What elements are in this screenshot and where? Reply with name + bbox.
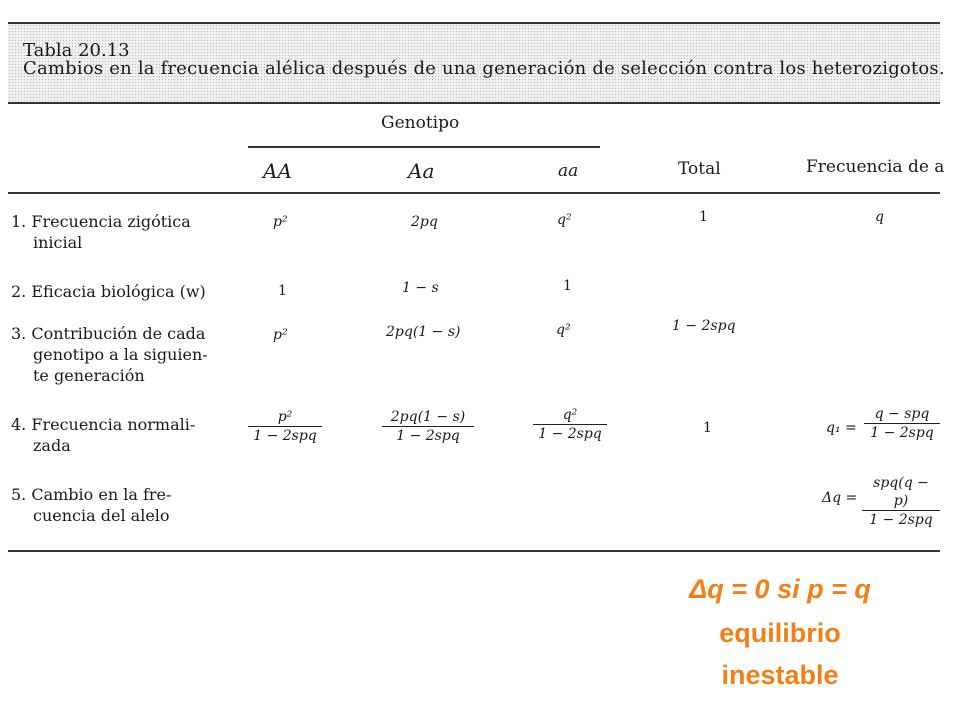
row-5-label — [11, 484, 171, 526]
row-2-Aa: 1 − s — [402, 280, 439, 296]
row-4-freq-a-lhs: q₁ = — [826, 420, 857, 436]
annotation-inestable: inestable — [721, 660, 839, 690]
row-4-AA-fraction — [248, 408, 322, 445]
row-5-freq-a-numerator: spq(q − p) — [862, 474, 940, 511]
row-4-aa-numerator: q² — [533, 406, 607, 425]
row-2-aa: 1 — [563, 278, 572, 294]
row-4-aa-fraction — [533, 406, 607, 443]
row-4-label-line-1: 4. Frecuencia normali- — [11, 415, 196, 434]
row-4-AA-numerator: p² — [248, 408, 322, 427]
row-1-AA: p² — [273, 214, 288, 230]
annotation-equilibrio: equilibrio — [719, 618, 841, 648]
row-3-label-line-2: genotipo a la siguien- — [33, 345, 208, 364]
row-4-aa-denominator: 1 − 2spq — [538, 426, 602, 442]
table-number: Tabla 20.13 — [23, 40, 130, 61]
row-3-Aa: 2pq(1 − s) — [386, 324, 461, 340]
table-bottom-rule — [8, 550, 940, 552]
annotation-equation: Δq = 0 si p = q — [689, 574, 871, 604]
row-5-freq-a-denominator: 1 − 2spq — [869, 512, 933, 528]
row-5-label-line-2: cuencia del alelo — [33, 506, 170, 525]
col-header-freq-a: Frecuencia de a — [806, 157, 945, 177]
row-4-Aa-denominator: 1 − 2spq — [396, 428, 460, 444]
row-1-label — [11, 211, 191, 253]
row-5-freq-a-lhs: Δq = — [822, 490, 858, 506]
row-1-label-line-2: inicial — [33, 233, 83, 252]
col-header-aa: aa — [558, 161, 579, 181]
row-4-freq-a-numerator: q − spq — [864, 405, 940, 424]
row-4-AA-denominator: 1 − 2spq — [253, 428, 317, 444]
row-1-aa: q² — [557, 212, 572, 228]
row-3-aa: q² — [556, 322, 571, 338]
row-4-Aa-fraction — [382, 408, 474, 445]
col-header-total: Total — [678, 159, 721, 179]
col-header-AA: AA — [263, 159, 292, 183]
header-bottom-rule — [8, 192, 940, 194]
row-3-label-line-1: 3. Contribución de cada — [11, 324, 206, 343]
row-4-Aa-numerator: 2pq(1 − s) — [382, 408, 474, 427]
row-3-total: 1 − 2spq — [672, 318, 736, 334]
row-5-label-line-1: 5. Cambio en la fre- — [11, 485, 172, 504]
row-4-label — [11, 414, 195, 456]
row-3-AA: p² — [273, 327, 288, 343]
row-2-AA: 1 — [278, 283, 287, 299]
row-3-label — [11, 323, 208, 386]
col-header-Aa: Aa — [408, 159, 435, 183]
row-4-freq-a-denominator: 1 − 2spq — [870, 425, 934, 441]
table-caption: Cambios en la frecuencia alélica después de una generación de selección contra los heterozigotos. — [23, 58, 945, 79]
row-5-freq-a-fraction — [862, 474, 940, 529]
row-4-freq-a-fraction — [864, 405, 940, 442]
row-4-label-line-2: zada — [33, 436, 71, 455]
row-1-freq-a: q — [875, 209, 884, 225]
row-2-label — [11, 281, 206, 302]
row-1-Aa: 2pq — [411, 214, 438, 230]
row-2-label-line-1: 2. Eficacia biológica (w) — [11, 282, 206, 301]
row-1-label-line-1: 1. Frecuencia zigótica — [11, 212, 191, 231]
row-3-label-line-3: te generación — [33, 366, 145, 385]
genotype-group-rule — [248, 146, 600, 148]
genotype-group-header: Genotipo — [381, 113, 460, 133]
row-1-total: 1 — [699, 209, 708, 225]
row-4-total: 1 — [703, 420, 712, 436]
